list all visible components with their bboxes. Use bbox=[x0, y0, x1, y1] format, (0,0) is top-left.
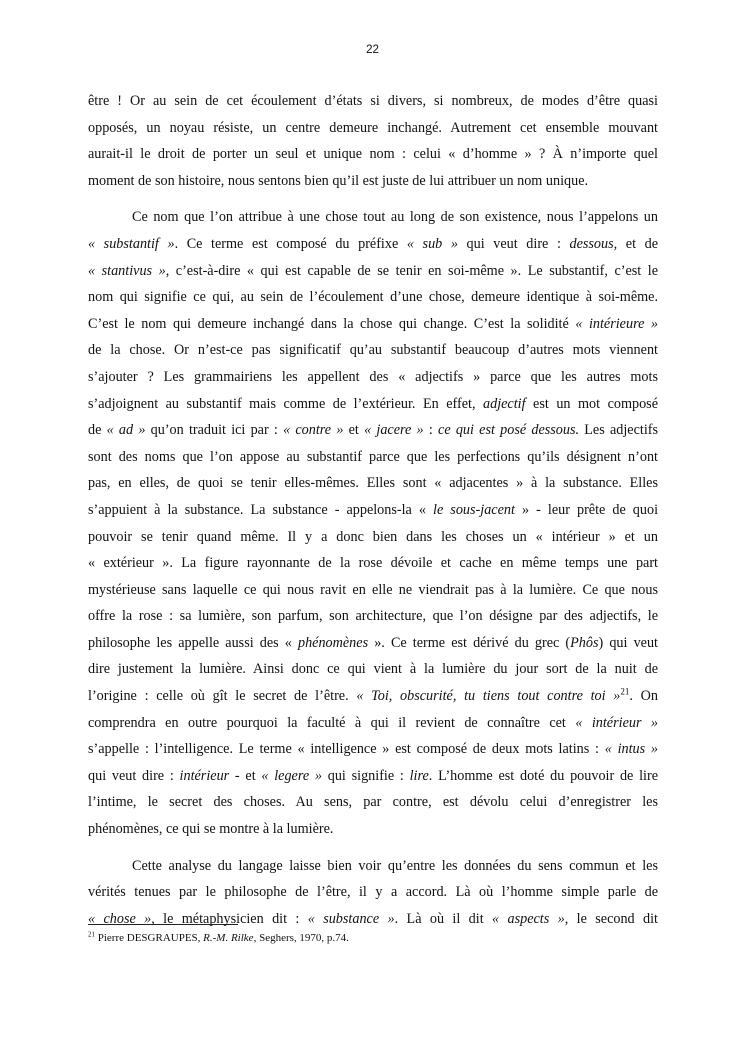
text-line: « extérieur ». La figure rayonnante de la rose dévoile et cache en même temps une part bbox=[88, 555, 658, 572]
text-line: « substantif ». Ce terme est composé du préfixe « sub » qui veut dire : dessous, et de bbox=[88, 235, 659, 252]
text-line: nom qui signifie ce qui, au sein de l’écoulement d’une chose, demeure identique à soi-même. bbox=[88, 289, 658, 306]
text-line: pas, en elles, de quoi se tenir elles-mêmes. Elles sont « adjacentes » à la substance. Elles bbox=[88, 475, 658, 492]
text-line: aurait-il le droit de porter un seul et unique nom : celui « d’homme » ? À n’importe quel bbox=[88, 146, 658, 163]
text-line: s’appelle : l’intelligence. Le terme « intelligence » est composé de deux mots latins : « intus » bbox=[88, 741, 658, 758]
text-line: l’intime, le secret des choses. Au sens, par contre, est dévolu celui d’enregistrer les bbox=[88, 794, 658, 811]
footnote-number: 21 bbox=[88, 930, 95, 939]
text-line: moment de son histoire, nous sentons bien qu’il est juste de lui attribuer un nom unique. bbox=[88, 172, 589, 189]
text-line: mystérieuse sans laquelle ce qui nous ravit en elle ne viendrait pas à la lumière. Ce que nous bbox=[88, 581, 658, 598]
text-line: dire justement la lumière. Ainsi donc ce qui vient à la lumière du jour sort de la nuit de bbox=[88, 661, 658, 678]
footnote-divider bbox=[88, 924, 238, 925]
text-line: s’ajouter ? Les grammairiens les appellent des « adjectifs » parce que les autres mots bbox=[88, 368, 658, 385]
footnote-title: R.-M. Rilke bbox=[203, 932, 254, 944]
paragraph-1 bbox=[88, 88, 658, 194]
text-line: opposés, un noyau résiste, un centre demeure inchangé. Autrement cet ensemble mouvant bbox=[88, 119, 658, 136]
text-line: offre la rose : sa lumière, son parfum, son architecture, que l’on désigne par des adjectifs, le bbox=[88, 608, 658, 625]
paragraph-2 bbox=[88, 204, 658, 842]
text-line: phénomènes, ce qui se montre à la lumière. bbox=[88, 821, 334, 838]
text-line: qui veut dire : intérieur - et « legere » qui signifie : lire. L’homme est doté du pouvoir de lire bbox=[88, 767, 658, 784]
footnote: $^{21}$ Pierre DESGRAUPES, R.-M. Rilke, Seghers, 1970, p.74. bbox=[88, 930, 349, 944]
text-line: de « ad » qu’on traduit ici par : « contre » et « jacere » : ce qui est posé dessous. Les adjectifs bbox=[88, 422, 659, 439]
footnote-ref: 21 bbox=[620, 686, 630, 697]
text-line: l’origine : celle où gît le secret de l’être. « Toi, obscurité, tu tiens tout contre toi »$^{21}$. On bbox=[88, 686, 658, 705]
text-line: pouvoir se tenir quand même. Il y a donc bien dans les choses un « intérieur » et un bbox=[88, 528, 658, 545]
text-line: Cette analyse du langage laisse bien voir qu’entre les données du sens commun et les bbox=[132, 857, 658, 874]
body-text bbox=[88, 88, 658, 932]
text-line: s’adjoignent au substantif mais comme de l’extérieur. En effet, adjectif est un mot composé bbox=[88, 395, 658, 412]
text-line: « stantivus », c’est-à-dire « qui est capable de se tenir en soi-même ». Le substantif, c’est le bbox=[88, 262, 658, 279]
text-line: vérités tenues par le philosophe de l’être, il y a accord. Là où l’homme simple parle de bbox=[88, 884, 658, 901]
text-line: philosophe les appelle aussi des « phénomènes ». Ce terme est dérivé du grec (Phôs) qui veut bbox=[88, 634, 658, 651]
page-number: 22 bbox=[366, 44, 379, 56]
text-line: Ce nom que l’on attribue à une chose tout au long de son existence, nous l’appelons un bbox=[132, 209, 658, 226]
text-line: sont des noms que l’on appose au substantif parce que les perfections qu’ils désignent n’ont bbox=[88, 448, 658, 465]
text-line: comprendra en outre pourquoi la faculté à qui il revient de connaître cet « intérieur » bbox=[88, 714, 659, 731]
paragraph-3 bbox=[88, 853, 658, 933]
text-line: C’est le nom qui demeure inchangé dans la chose qui change. C’est la solidité « intérieure » bbox=[88, 315, 658, 332]
text-line: s’appuient à la substance. La substance - appelons-la « le sous-jacent » - leur prête de quoi bbox=[88, 501, 659, 518]
text-line: de la chose. Or n’est-ce pas significatif qu’au substantif beaucoup d’autres mots viennent bbox=[88, 342, 658, 359]
text-line: « chose », le métaphysicien dit : « substance ». Là où il dit « aspects », le second dit bbox=[88, 910, 658, 927]
text-line: être ! Or au sein de cet écoulement d’états si divers, si nombreux, de modes d’être quasi bbox=[88, 93, 658, 109]
